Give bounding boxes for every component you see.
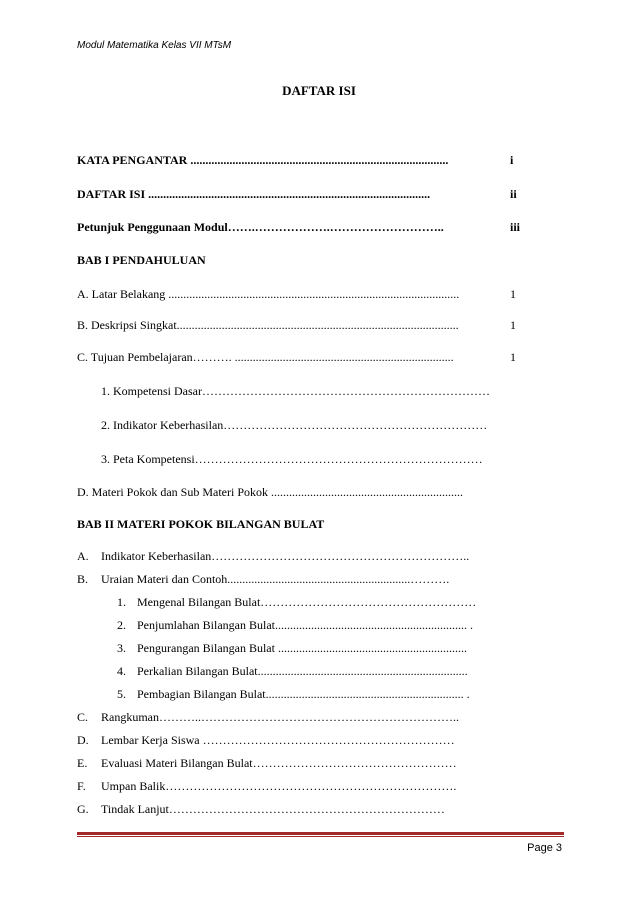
toc-entry-text: Evaluasi Materi Bilangan Bulat…………………………………………… — [101, 756, 457, 770]
bab2-item-d — [77, 733, 455, 748]
bab2-item-e — [77, 756, 457, 771]
bab2-item-b — [77, 572, 449, 587]
toc-entry-text: DAFTAR ISI .............................................................................................. — [77, 187, 431, 201]
toc-entry-text: A. Latar Belakang ................................................................................................. — [77, 287, 460, 301]
toc-entry-text: Mengenal Bilangan Bulat……………………………………………… — [137, 595, 477, 609]
toc-entry-text: C. Tujuan Pembelajaran………. ......................................................................... — [77, 350, 454, 364]
list-letter: G. — [77, 802, 89, 816]
running-header: Modul Matematika Kelas VII MTsM — [77, 40, 232, 51]
page-title: DAFTAR ISI — [282, 83, 356, 98]
toc-entry-text: Perkalian Bilangan Bulat...................................................................... — [137, 664, 468, 678]
bab1-sub-1: 1. Kompetensi Dasar……………………………………………………………… — [101, 384, 490, 398]
list-letter: C. — [77, 710, 89, 724]
bab2-sub-2 — [117, 618, 473, 633]
bab2-sub-5 — [117, 687, 470, 702]
list-number: 3. — [117, 641, 126, 655]
toc-entry-text: B. Deskripsi Singkat.............................................................................................. — [77, 318, 459, 332]
toc-entry-text: Rangkuman………..……………………………………………………….. — [101, 710, 459, 724]
toc-entry-text: Petunjuk Penggunaan Modul…….……………….……………………….. — [77, 220, 444, 234]
bab2-item-c — [77, 710, 459, 725]
toc-entry-text: Pengurangan Bilangan Bulat ............................................................... — [137, 641, 467, 655]
bab2-sub-3 — [117, 641, 467, 656]
toc-entry-text: Uraian Materi dan Contoh.............................................................………. — [101, 572, 450, 586]
bab2-sub-4 — [117, 664, 468, 679]
bab1-item-b — [77, 318, 516, 333]
list-letter: D. — [77, 733, 89, 747]
toc-page-number: 1 — [510, 318, 516, 332]
toc-page-number: 1 — [510, 350, 516, 364]
list-letter: F. — [77, 779, 86, 793]
bab1-item-c — [77, 350, 516, 365]
toc-entry-text: Umpan Balik………………………………………………………………. — [101, 779, 457, 793]
bab2-heading: BAB II MATERI POKOK BILANGAN BULAT — [77, 517, 325, 531]
list-number: 4. — [117, 664, 126, 678]
list-letter: B. — [77, 572, 89, 586]
bab2-item-a — [77, 549, 469, 564]
toc-entry-text: Tindak Lanjut…………………………………………………………… — [101, 802, 445, 816]
toc-entry-daftar-isi — [77, 187, 517, 202]
bab1-item-a — [77, 287, 516, 302]
toc-entry-petunjuk — [77, 220, 521, 235]
bab1-sub-3: 3. Peta Kompetensi……………………………………………………………… — [101, 452, 483, 466]
toc-page-number: iii — [510, 220, 521, 234]
bab1-heading: BAB I PENDAHULUAN — [77, 253, 206, 267]
list-number: 5. — [117, 687, 126, 701]
bab1-sub-2: 2. Indikator Keberhasilan………………………………………………………… — [101, 418, 488, 432]
bab2-item-g — [77, 802, 445, 817]
toc-page-number: 1 — [510, 287, 516, 301]
list-number: 1. — [117, 595, 126, 609]
toc-entry-text: Lembar Kerja Siswa ……………………………………………………… — [101, 733, 455, 747]
list-letter: E. — [77, 756, 88, 770]
page-number: Page 3 — [527, 842, 562, 854]
toc-entry-kata-pengantar — [77, 153, 514, 168]
toc-entry-text: Pembagian Bilangan Bulat.................................................................. . — [137, 687, 470, 701]
footer-rule — [77, 832, 564, 835]
toc-page-number: i — [510, 153, 514, 167]
bab1-item-d: D. Materi Pokok dan Sub Materi Pokok ................................................................ — [77, 485, 463, 499]
toc-entry-text: Indikator Keberhasilan……………………………………………………….. — [101, 549, 470, 563]
list-letter: A. — [77, 549, 89, 563]
bab2-item-f — [77, 779, 456, 794]
list-number: 2. — [117, 618, 126, 632]
toc-entry-text: KATA PENGANTAR ...................................................................................... — [77, 153, 449, 167]
footer-rule-thin — [77, 836, 564, 837]
toc-entry-text: Penjumlahan Bilangan Bulat................................................................ . — [137, 618, 473, 632]
toc-page-number: ii — [510, 187, 517, 201]
bab2-sub-1 — [117, 595, 476, 610]
